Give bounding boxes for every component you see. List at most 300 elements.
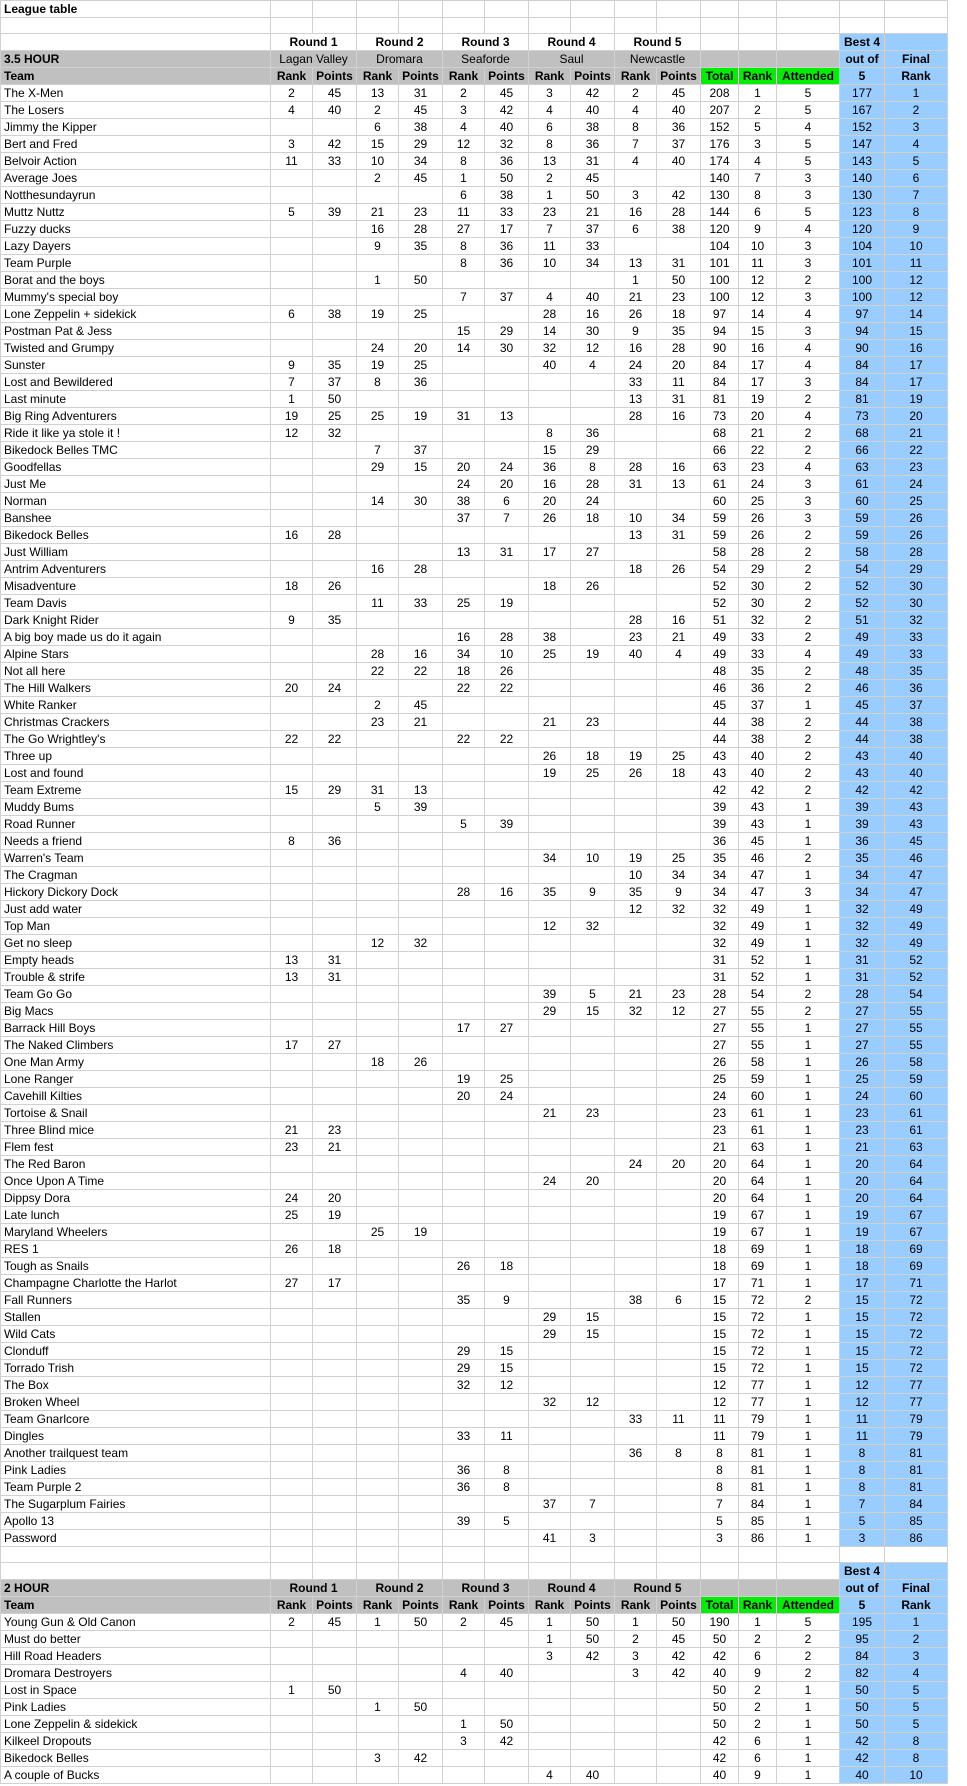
- empty-cell[interactable]: [529, 1547, 571, 1563]
- r5-rank[interactable]: [615, 1071, 657, 1088]
- attended[interactable]: 5: [777, 153, 840, 170]
- best-4-of-5[interactable]: 43: [840, 765, 885, 782]
- overall-rank[interactable]: 24: [739, 476, 777, 493]
- r1-points[interactable]: [313, 1462, 357, 1479]
- r3-points[interactable]: [485, 1105, 529, 1122]
- r3-points[interactable]: 38: [485, 187, 529, 204]
- best-4-of-5[interactable]: 42: [840, 782, 885, 799]
- team-name[interactable]: Banshee: [1, 510, 271, 527]
- r2-points[interactable]: [399, 1462, 443, 1479]
- r1-rank[interactable]: 23: [271, 1139, 313, 1156]
- r5-rank[interactable]: [615, 1224, 657, 1241]
- overall-rank[interactable]: 49: [739, 918, 777, 935]
- final-rank[interactable]: 6: [885, 170, 948, 187]
- r4-rank[interactable]: [529, 1445, 571, 1462]
- r5-rank[interactable]: 31: [615, 476, 657, 493]
- r1-rank[interactable]: [271, 1648, 313, 1665]
- overall-rank[interactable]: 81: [739, 1479, 777, 1496]
- best-4-of-5[interactable]: 32: [840, 935, 885, 952]
- r5-points[interactable]: [657, 1207, 701, 1224]
- r1-rank[interactable]: [271, 1699, 313, 1716]
- round-3-rank-header[interactable]: Rank: [443, 68, 485, 85]
- r4-points[interactable]: 8: [571, 459, 615, 476]
- rank-header[interactable]: Rank: [739, 68, 777, 85]
- r1-points[interactable]: 38: [313, 306, 357, 323]
- r4-rank[interactable]: [529, 1139, 571, 1156]
- r3-points[interactable]: [485, 1190, 529, 1207]
- best-4-of-5[interactable]: 32: [840, 901, 885, 918]
- r2-rank[interactable]: [357, 527, 399, 544]
- r4-rank[interactable]: [529, 1292, 571, 1309]
- r2-points[interactable]: 13: [399, 782, 443, 799]
- best-4-of-5[interactable]: 120: [840, 221, 885, 238]
- team-name[interactable]: Dark Knight Rider: [1, 612, 271, 629]
- r1-points[interactable]: [313, 340, 357, 357]
- r4-rank[interactable]: [529, 1020, 571, 1037]
- final-rank[interactable]: 54: [885, 986, 948, 1003]
- r5-rank[interactable]: [615, 663, 657, 680]
- best-4-of-5[interactable]: 39: [840, 816, 885, 833]
- best-4-of-5[interactable]: 15: [840, 1343, 885, 1360]
- total[interactable]: 26: [701, 1054, 739, 1071]
- r5-rank[interactable]: [615, 1173, 657, 1190]
- r1-points[interactable]: 37: [313, 374, 357, 391]
- round-2-rank-header[interactable]: Rank: [357, 68, 399, 85]
- section-name[interactable]: 2 HOUR: [1, 1580, 271, 1597]
- r2-points[interactable]: [399, 1139, 443, 1156]
- r1-points[interactable]: 50: [313, 391, 357, 408]
- empty-cell[interactable]: [840, 1, 885, 18]
- team-name[interactable]: Christmas Crackers: [1, 714, 271, 731]
- total[interactable]: 35: [701, 850, 739, 867]
- overall-rank[interactable]: 30: [739, 578, 777, 595]
- r1-rank[interactable]: [271, 1394, 313, 1411]
- r5-rank[interactable]: [615, 833, 657, 850]
- total[interactable]: 50: [701, 1682, 739, 1699]
- r5-rank[interactable]: 9: [615, 323, 657, 340]
- r1-rank[interactable]: 15: [271, 782, 313, 799]
- r2-points[interactable]: 16: [399, 646, 443, 663]
- round-1-rank-header[interactable]: Rank: [271, 68, 313, 85]
- r2-rank[interactable]: 25: [357, 1224, 399, 1241]
- team-name[interactable]: The Go Wrightley's: [1, 731, 271, 748]
- r2-rank[interactable]: [357, 1513, 399, 1530]
- attended[interactable]: 4: [777, 357, 840, 374]
- r3-points[interactable]: 13: [485, 408, 529, 425]
- overall-rank[interactable]: 19: [739, 391, 777, 408]
- r5-points[interactable]: 45: [657, 85, 701, 102]
- overall-rank[interactable]: 22: [739, 442, 777, 459]
- team-name[interactable]: Empty heads: [1, 952, 271, 969]
- final-rank[interactable]: 26: [885, 510, 948, 527]
- round-2-label[interactable]: Round 2: [357, 1580, 443, 1597]
- r5-rank[interactable]: [615, 1105, 657, 1122]
- r5-rank[interactable]: [615, 969, 657, 986]
- total[interactable]: 34: [701, 884, 739, 901]
- r3-rank[interactable]: 38: [443, 493, 485, 510]
- r5-rank[interactable]: 36: [615, 1445, 657, 1462]
- team-name[interactable]: Misadventure: [1, 578, 271, 595]
- total[interactable]: 48: [701, 663, 739, 680]
- r4-rank[interactable]: 4: [529, 102, 571, 119]
- r3-points[interactable]: 45: [485, 85, 529, 102]
- r3-points[interactable]: 10: [485, 646, 529, 663]
- r4-rank[interactable]: 20: [529, 493, 571, 510]
- r2-points[interactable]: 23: [399, 204, 443, 221]
- r2-rank[interactable]: [357, 1292, 399, 1309]
- total[interactable]: 28: [701, 986, 739, 1003]
- empty-cell[interactable]: [1, 18, 271, 34]
- r3-points[interactable]: 31: [485, 544, 529, 561]
- r5-points[interactable]: 35: [657, 323, 701, 340]
- r1-rank[interactable]: [271, 595, 313, 612]
- r1-rank[interactable]: [271, 510, 313, 527]
- r2-rank[interactable]: [357, 1394, 399, 1411]
- best-4-of-5[interactable]: 31: [840, 952, 885, 969]
- total[interactable]: 8: [701, 1462, 739, 1479]
- r4-points[interactable]: [571, 527, 615, 544]
- r2-points[interactable]: 39: [399, 799, 443, 816]
- r4-rank[interactable]: [529, 595, 571, 612]
- r4-points[interactable]: 37: [571, 221, 615, 238]
- r5-rank[interactable]: [615, 544, 657, 561]
- r2-points[interactable]: [399, 1071, 443, 1088]
- r1-rank[interactable]: 8: [271, 833, 313, 850]
- attended-header[interactable]: Attended: [777, 1597, 840, 1614]
- r3-points[interactable]: 22: [485, 680, 529, 697]
- total[interactable]: 15: [701, 1360, 739, 1377]
- overall-rank[interactable]: 17: [739, 357, 777, 374]
- total[interactable]: 144: [701, 204, 739, 221]
- r5-rank[interactable]: [615, 1207, 657, 1224]
- r4-points[interactable]: 15: [571, 1326, 615, 1343]
- total[interactable]: 100: [701, 289, 739, 306]
- r1-points[interactable]: 26: [313, 578, 357, 595]
- r4-points[interactable]: [571, 1699, 615, 1716]
- r3-points[interactable]: [485, 425, 529, 442]
- r4-points[interactable]: 25: [571, 765, 615, 782]
- team-name[interactable]: White Ranker: [1, 697, 271, 714]
- r5-rank[interactable]: [615, 1054, 657, 1071]
- r3-points[interactable]: [485, 442, 529, 459]
- r2-points[interactable]: [399, 986, 443, 1003]
- r4-points[interactable]: [571, 1037, 615, 1054]
- r5-points[interactable]: 11: [657, 1411, 701, 1428]
- r4-rank[interactable]: [529, 391, 571, 408]
- final-rank[interactable]: 1: [885, 1614, 948, 1631]
- round-1-rank-header[interactable]: Rank: [271, 1597, 313, 1614]
- r4-rank[interactable]: [529, 1479, 571, 1496]
- best-4-of-5[interactable]: 94: [840, 323, 885, 340]
- r2-rank[interactable]: [357, 1631, 399, 1648]
- attended[interactable]: 1: [777, 1156, 840, 1173]
- r1-points[interactable]: [313, 986, 357, 1003]
- total[interactable]: 42: [701, 782, 739, 799]
- r1-rank[interactable]: [271, 1479, 313, 1496]
- r3-points[interactable]: [485, 765, 529, 782]
- team-name[interactable]: One Man Army: [1, 1054, 271, 1071]
- r3-points[interactable]: 17: [485, 221, 529, 238]
- r1-rank[interactable]: [271, 544, 313, 561]
- r3-points[interactable]: 9: [485, 1292, 529, 1309]
- total[interactable]: 63: [701, 459, 739, 476]
- r1-rank[interactable]: 2: [271, 85, 313, 102]
- total[interactable]: 54: [701, 561, 739, 578]
- r5-rank[interactable]: [615, 1479, 657, 1496]
- team-name[interactable]: Champagne Charlotte the Harlot: [1, 1275, 271, 1292]
- r3-rank[interactable]: [443, 1445, 485, 1462]
- r1-rank[interactable]: [271, 255, 313, 272]
- empty-cell[interactable]: [777, 18, 840, 34]
- attended[interactable]: 4: [777, 408, 840, 425]
- final-rank[interactable]: 60: [885, 1088, 948, 1105]
- r5-rank[interactable]: [615, 1360, 657, 1377]
- team-name[interactable]: Lone Zeppelin & sidekick: [1, 1716, 271, 1733]
- round-3-points-header[interactable]: Points: [485, 68, 529, 85]
- r2-rank[interactable]: [357, 612, 399, 629]
- r5-points[interactable]: [657, 1037, 701, 1054]
- attended[interactable]: 1: [777, 1309, 840, 1326]
- empty-cell[interactable]: [571, 1563, 615, 1580]
- r3-points[interactable]: [485, 1003, 529, 1020]
- best-4-of-5[interactable]: 51: [840, 612, 885, 629]
- r4-rank[interactable]: 10: [529, 255, 571, 272]
- final-rank[interactable]: 43: [885, 816, 948, 833]
- r1-rank[interactable]: [271, 340, 313, 357]
- r4-points[interactable]: 16: [571, 306, 615, 323]
- r3-rank[interactable]: 12: [443, 136, 485, 153]
- total-header[interactable]: Total: [701, 68, 739, 85]
- r3-rank[interactable]: [443, 1767, 485, 1784]
- overall-rank[interactable]: 37: [739, 697, 777, 714]
- r5-points[interactable]: [657, 952, 701, 969]
- team-name[interactable]: Stallen: [1, 1309, 271, 1326]
- r3-rank[interactable]: [443, 867, 485, 884]
- attended[interactable]: 1: [777, 1411, 840, 1428]
- r4-points[interactable]: [571, 612, 615, 629]
- r1-rank[interactable]: [271, 748, 313, 765]
- team-name[interactable]: The Cragman: [1, 867, 271, 884]
- team-name[interactable]: Team Davis: [1, 595, 271, 612]
- r4-points[interactable]: 18: [571, 748, 615, 765]
- r4-rank[interactable]: 1: [529, 1631, 571, 1648]
- attended[interactable]: 1: [777, 833, 840, 850]
- r3-points[interactable]: 32: [485, 136, 529, 153]
- r5-points[interactable]: [657, 663, 701, 680]
- total[interactable]: 27: [701, 1037, 739, 1054]
- r5-points[interactable]: 42: [657, 1665, 701, 1682]
- r2-points[interactable]: [399, 884, 443, 901]
- r3-points[interactable]: 42: [485, 102, 529, 119]
- attended[interactable]: 3: [777, 323, 840, 340]
- r1-rank[interactable]: [271, 1733, 313, 1750]
- team-name[interactable]: Lazy Dayers: [1, 238, 271, 255]
- r2-rank[interactable]: [357, 1156, 399, 1173]
- r5-points[interactable]: 16: [657, 612, 701, 629]
- attended[interactable]: 1: [777, 1360, 840, 1377]
- r5-points[interactable]: 16: [657, 459, 701, 476]
- final-rank[interactable]: 35: [885, 663, 948, 680]
- round-4-label[interactable]: Round 4: [529, 34, 615, 51]
- r3-rank[interactable]: [443, 1682, 485, 1699]
- team-name[interactable]: Cavehill Kilties: [1, 1088, 271, 1105]
- r5-points[interactable]: [657, 714, 701, 731]
- r1-rank[interactable]: [271, 1767, 313, 1784]
- r3-points[interactable]: [485, 391, 529, 408]
- r2-points[interactable]: 45: [399, 102, 443, 119]
- r1-rank[interactable]: [271, 459, 313, 476]
- r5-points[interactable]: [657, 1241, 701, 1258]
- r1-rank[interactable]: [271, 1377, 313, 1394]
- r1-points[interactable]: [313, 867, 357, 884]
- r1-rank[interactable]: [271, 1343, 313, 1360]
- r5-rank[interactable]: 16: [615, 204, 657, 221]
- r3-rank[interactable]: [443, 1003, 485, 1020]
- r3-rank[interactable]: [443, 272, 485, 289]
- r1-rank[interactable]: [271, 1428, 313, 1445]
- r4-points[interactable]: [571, 1343, 615, 1360]
- r4-points[interactable]: 50: [571, 1631, 615, 1648]
- overall-rank[interactable]: 40: [739, 765, 777, 782]
- r1-rank[interactable]: [271, 1360, 313, 1377]
- total[interactable]: 20: [701, 1156, 739, 1173]
- r4-rank[interactable]: 40: [529, 357, 571, 374]
- attended[interactable]: 1: [777, 1479, 840, 1496]
- r1-rank[interactable]: 24: [271, 1190, 313, 1207]
- r4-points[interactable]: [571, 731, 615, 748]
- best-4-of-5[interactable]: 101: [840, 255, 885, 272]
- r1-points[interactable]: 31: [313, 952, 357, 969]
- r1-points[interactable]: 40: [313, 102, 357, 119]
- r3-rank[interactable]: 6: [443, 187, 485, 204]
- total[interactable]: 44: [701, 731, 739, 748]
- best-label-line-2[interactable]: out of: [840, 1580, 885, 1597]
- r1-rank[interactable]: [271, 646, 313, 663]
- r1-points[interactable]: [313, 901, 357, 918]
- r5-points[interactable]: 4: [657, 646, 701, 663]
- final-rank[interactable]: 3: [885, 119, 948, 136]
- r2-rank[interactable]: 16: [357, 561, 399, 578]
- r3-points[interactable]: 26: [485, 663, 529, 680]
- team-name[interactable]: Maryland Wheelers: [1, 1224, 271, 1241]
- round-4-points-header[interactable]: Points: [571, 68, 615, 85]
- r1-points[interactable]: [313, 1648, 357, 1665]
- empty-cell[interactable]: [313, 1547, 357, 1563]
- r1-points[interactable]: 45: [313, 1614, 357, 1631]
- best-4-of-5[interactable]: 8: [840, 1445, 885, 1462]
- r2-points[interactable]: [399, 1648, 443, 1665]
- r2-points[interactable]: [399, 1105, 443, 1122]
- attended[interactable]: 1: [777, 1377, 840, 1394]
- r1-rank[interactable]: [271, 1224, 313, 1241]
- r4-points[interactable]: [571, 969, 615, 986]
- total[interactable]: 25: [701, 1071, 739, 1088]
- r2-rank[interactable]: [357, 1037, 399, 1054]
- r3-rank[interactable]: 32: [443, 1377, 485, 1394]
- attended[interactable]: 3: [777, 238, 840, 255]
- r5-rank[interactable]: 24: [615, 1156, 657, 1173]
- best-4-of-5[interactable]: 24: [840, 1088, 885, 1105]
- r3-points[interactable]: 30: [485, 340, 529, 357]
- overall-rank[interactable]: 6: [739, 1750, 777, 1767]
- final-rank[interactable]: 24: [885, 476, 948, 493]
- best-4-of-5[interactable]: 123: [840, 204, 885, 221]
- best-4-of-5[interactable]: 15: [840, 1292, 885, 1309]
- overall-rank[interactable]: 55: [739, 1020, 777, 1037]
- r5-rank[interactable]: [615, 935, 657, 952]
- r5-rank[interactable]: 4: [615, 102, 657, 119]
- r4-rank[interactable]: [529, 527, 571, 544]
- overall-rank[interactable]: 6: [739, 1733, 777, 1750]
- r1-points[interactable]: [313, 1156, 357, 1173]
- r1-points[interactable]: [313, 1173, 357, 1190]
- team-name[interactable]: Bikedock Belles: [1, 1750, 271, 1767]
- attended[interactable]: 1: [777, 969, 840, 986]
- total[interactable]: 174: [701, 153, 739, 170]
- r3-rank[interactable]: 35: [443, 1292, 485, 1309]
- r1-rank[interactable]: 20: [271, 680, 313, 697]
- overall-rank[interactable]: 59: [739, 1071, 777, 1088]
- r4-points[interactable]: [571, 1428, 615, 1445]
- r5-rank[interactable]: 2: [615, 85, 657, 102]
- team-name[interactable]: Get no sleep: [1, 935, 271, 952]
- attended[interactable]: 1: [777, 1105, 840, 1122]
- r2-points[interactable]: 35: [399, 238, 443, 255]
- r5-rank[interactable]: 7: [615, 136, 657, 153]
- round-5-points-header[interactable]: Points: [657, 1597, 701, 1614]
- r5-rank[interactable]: [615, 238, 657, 255]
- r5-rank[interactable]: 21: [615, 289, 657, 306]
- attended[interactable]: 1: [777, 1071, 840, 1088]
- r2-rank[interactable]: [357, 731, 399, 748]
- r1-rank[interactable]: [271, 442, 313, 459]
- r3-rank[interactable]: [443, 1207, 485, 1224]
- r4-points[interactable]: [571, 272, 615, 289]
- best-4-of-5[interactable]: 130: [840, 187, 885, 204]
- overall-rank[interactable]: 45: [739, 833, 777, 850]
- r1-rank[interactable]: [271, 1530, 313, 1547]
- best-4-of-5[interactable]: 40: [840, 1767, 885, 1784]
- r2-points[interactable]: [399, 629, 443, 646]
- total[interactable]: 58: [701, 544, 739, 561]
- r1-rank[interactable]: [271, 697, 313, 714]
- overall-rank[interactable]: 69: [739, 1241, 777, 1258]
- team-name[interactable]: The Box: [1, 1377, 271, 1394]
- team-name[interactable]: Apollo 13: [1, 1513, 271, 1530]
- final-rank[interactable]: 49: [885, 901, 948, 918]
- r1-rank[interactable]: [271, 170, 313, 187]
- r3-rank[interactable]: [443, 765, 485, 782]
- final-rank[interactable]: 37: [885, 697, 948, 714]
- r4-rank[interactable]: 12: [529, 918, 571, 935]
- r4-points[interactable]: 50: [571, 1614, 615, 1631]
- r3-rank[interactable]: 5: [443, 816, 485, 833]
- team-name[interactable]: Team Extreme: [1, 782, 271, 799]
- r2-points[interactable]: [399, 1360, 443, 1377]
- round-1-label[interactable]: Round 1: [271, 1580, 357, 1597]
- attended[interactable]: 2: [777, 442, 840, 459]
- attended[interactable]: 3: [777, 170, 840, 187]
- r5-points[interactable]: [657, 1394, 701, 1411]
- r5-points[interactable]: [657, 578, 701, 595]
- r1-points[interactable]: 17: [313, 1275, 357, 1292]
- r4-points[interactable]: [571, 374, 615, 391]
- r5-points[interactable]: [657, 1258, 701, 1275]
- best-4-of-5[interactable]: 143: [840, 153, 885, 170]
- empty-cell[interactable]: [271, 1, 313, 18]
- r2-rank[interactable]: 1: [357, 272, 399, 289]
- round-4-points-header[interactable]: Points: [571, 1597, 615, 1614]
